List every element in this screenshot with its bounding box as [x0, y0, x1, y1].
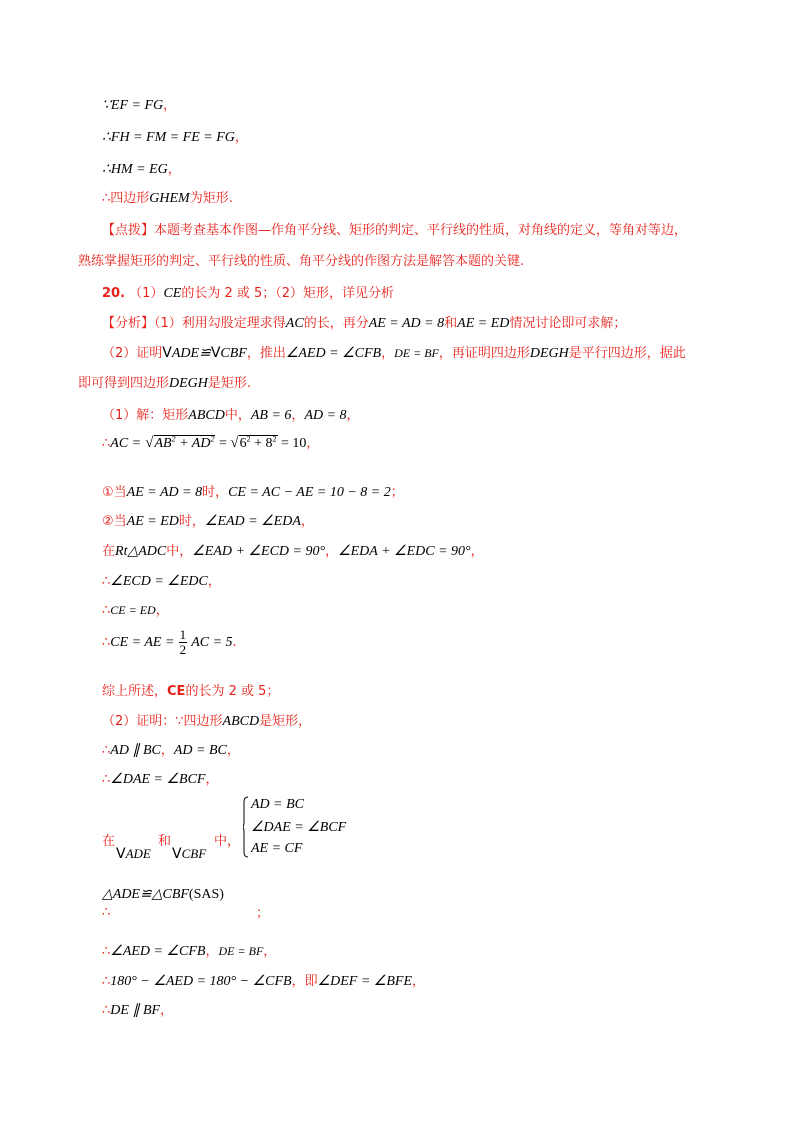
fenxi-line1 [102, 312, 626, 332]
math: DE ∥ BF [110, 1003, 161, 1018]
triangle-symbol: V [172, 846, 182, 862]
equals: = [215, 436, 231, 451]
fenxi-line2 [102, 342, 686, 362]
text: 中， [166, 544, 193, 559]
math: AB = 6 [250, 408, 292, 423]
punct: ， [306, 436, 320, 451]
text: ， [160, 743, 174, 758]
text: 情况讨论即可求解； [509, 316, 627, 331]
text: 中， [224, 408, 251, 423]
text: ， [470, 544, 484, 559]
solution-ac-sqrt [102, 432, 319, 452]
sqrt-sign: √ [145, 435, 154, 451]
line-ef-fg [102, 94, 176, 114]
math: Rt△ADC [115, 544, 167, 559]
text: 熟练掌握矩形的判定、平行线的性质、角平分线的作图方法是解答本题的关键. [78, 254, 525, 269]
math: AE = AD = 8 [368, 316, 445, 331]
math: VADE≌VCBF [162, 345, 247, 361]
text: （2）证明 [102, 346, 163, 361]
math: ∠ECD = ∠EDC [110, 574, 208, 589]
text: ∴四边形 [102, 191, 150, 206]
therefore: ∴ [102, 436, 111, 451]
text: ， [155, 603, 169, 618]
math: DE = BF [218, 944, 264, 958]
text: ， [300, 514, 314, 529]
sys-zhong: 中， [214, 834, 241, 849]
equation-2: ∠DAE = ∠BCF [251, 820, 347, 835]
text: 和 [444, 316, 458, 331]
math: ∠AED = ∠CFB [110, 944, 206, 959]
therefore: ∴ [102, 1003, 111, 1018]
math: AD ∥ BC [110, 743, 161, 758]
text: 时， [178, 514, 205, 529]
math: AE = AD = 8 [126, 485, 203, 500]
math: CE = AE = [110, 635, 175, 650]
math: ∴FH = FM = FE = FG [102, 130, 235, 145]
text: 是矩形， [259, 714, 312, 729]
punct: ， [163, 98, 177, 113]
text: ②当 [102, 514, 127, 529]
punct: ； [256, 906, 270, 921]
text: ，即 [291, 974, 318, 989]
congruence-punct [256, 902, 269, 921]
math: GHEM [149, 191, 190, 206]
equation-3: AE = CF [251, 841, 303, 856]
therefore: ∴ [102, 743, 111, 758]
proof-line7 [102, 999, 173, 1019]
radicand: $AB^2 + AD^2$ [154, 434, 215, 451]
text: ， [381, 346, 395, 361]
dianbo-tag: 【点拨】 [102, 223, 155, 238]
text: ， [346, 408, 360, 423]
congruence-therefore [102, 905, 110, 920]
text: . [232, 635, 237, 650]
math: ∵EF = FG [102, 98, 164, 113]
text: 本题考查基本作图—作角平分线、矩形的判定、平行线的性质，对角线的定义，等角对等边， [154, 223, 688, 238]
sas-label: (SAS) [188, 887, 224, 902]
text: ； [390, 485, 404, 500]
text: 在 [102, 544, 116, 559]
triangle-cbf-label: VCBF [172, 846, 207, 862]
equation-1: AD = BC [251, 797, 304, 812]
text: 的长为 2 或 5；（2）矩形，详见分析 [181, 286, 395, 301]
text: 时， [202, 485, 229, 500]
math: = 10 [277, 436, 307, 451]
math: △ADE≌△CBF [102, 887, 189, 902]
therefore: ∴ [102, 944, 111, 959]
math: AC [285, 316, 304, 331]
math: AE = ED [457, 316, 510, 331]
text: 为矩形. [189, 191, 233, 206]
line-fh-fm [102, 126, 248, 146]
text: 是平行四边形，据此 [568, 346, 686, 361]
radicand: $6^2 + 8^2$ [239, 434, 277, 451]
therefore: ∴ [102, 772, 111, 787]
sys-zai: 在 [102, 834, 116, 849]
summary-line [102, 680, 279, 699]
text: ，推出 [246, 346, 286, 361]
therefore: ∴ [102, 574, 111, 589]
math: ∠DAE = ∠BCF [110, 772, 206, 787]
case-1 [102, 481, 404, 501]
fenxi-line3 [78, 372, 251, 392]
fraction-one-half: $\frac{1}{2}$ [179, 627, 187, 657]
case-6 [102, 628, 237, 657]
text: ， [263, 944, 277, 959]
line-hm-eg [102, 158, 181, 178]
math: AC = 5 [191, 635, 233, 650]
text: 即可得到四边形 [78, 376, 170, 391]
text: ， [205, 772, 219, 787]
text: （1）解：矩形 [102, 408, 189, 423]
proof-line1 [102, 710, 311, 730]
line-ghem-rect [102, 187, 233, 207]
case-5 [102, 599, 169, 618]
math: ∠EDA + ∠EDC = 90° [338, 544, 471, 559]
math: CE [163, 286, 182, 301]
math: DEGH [529, 346, 569, 361]
text: ，再证明四边形 [438, 346, 530, 361]
proof-line3 [102, 768, 219, 788]
question-20-answer [102, 282, 394, 302]
text: 的长，再分 [303, 316, 369, 331]
text: 是矩形. [207, 376, 252, 391]
case-3 [102, 540, 484, 560]
congruence-line [102, 886, 224, 903]
math: ∠EAD = ∠EDA [204, 514, 301, 529]
dianbo-line2 [78, 250, 524, 269]
math: AD = 8 [304, 408, 347, 423]
text: ①当 [102, 485, 127, 500]
math: CE = ED [110, 603, 156, 617]
text: ， [207, 574, 221, 589]
fenxi-tag: 【分析】 [102, 316, 155, 331]
text: 综上所述， [102, 684, 168, 699]
text: ， [160, 1003, 174, 1018]
therefore: ∴ [102, 603, 111, 618]
text: ， [226, 743, 240, 758]
math: ABCD [188, 408, 225, 423]
math: DEGH [169, 376, 208, 391]
punct: ， [234, 130, 248, 145]
therefore: ∴ [102, 974, 111, 989]
text: （1）利用勾股定理求得 [154, 316, 286, 331]
triangle-ade-label: VADE [116, 846, 151, 862]
math: ABCD [222, 714, 260, 729]
case-4 [102, 570, 221, 590]
math: ∠EAD + ∠ECD = 90° [192, 544, 326, 559]
math: AD = BC [173, 743, 227, 758]
text: ， [205, 944, 219, 959]
text: ， [325, 544, 339, 559]
text: （2）证明：∵四边形 [102, 714, 223, 729]
case-2 [102, 510, 314, 530]
text: 的长为 2 或 5； [185, 684, 280, 699]
math: ∠DEF = ∠BFE [317, 974, 413, 989]
sys-he: 和 [158, 834, 172, 849]
math: ∴HM = EG [102, 162, 168, 177]
solution-line1 [102, 404, 360, 424]
proof-line6 [102, 970, 425, 990]
math: DE = BF [394, 346, 439, 360]
dianbo-line1 [102, 219, 687, 238]
math: CE = AC − AE = 10 − 8 = 2 [228, 485, 391, 500]
proof-line2 [102, 739, 240, 759]
left-brace-icon [243, 796, 249, 858]
proof-line5 [102, 940, 276, 960]
therefore: ∴ [102, 905, 111, 920]
math: CE [167, 684, 186, 699]
text: （1） [129, 286, 164, 301]
sqrt-sign: √ [230, 435, 239, 451]
question-number: 20. [102, 286, 126, 301]
math: AE = ED [126, 514, 179, 529]
triangle-symbol: V [116, 846, 126, 862]
math: ∠AED = ∠CFB [285, 346, 382, 361]
math: 180° − ∠AED = 180° − ∠CFB [110, 974, 292, 989]
math: AC = [110, 436, 142, 451]
text: ， [412, 974, 426, 989]
therefore: ∴ [102, 635, 111, 650]
text: ， [291, 408, 305, 423]
punct: ， [167, 162, 181, 177]
